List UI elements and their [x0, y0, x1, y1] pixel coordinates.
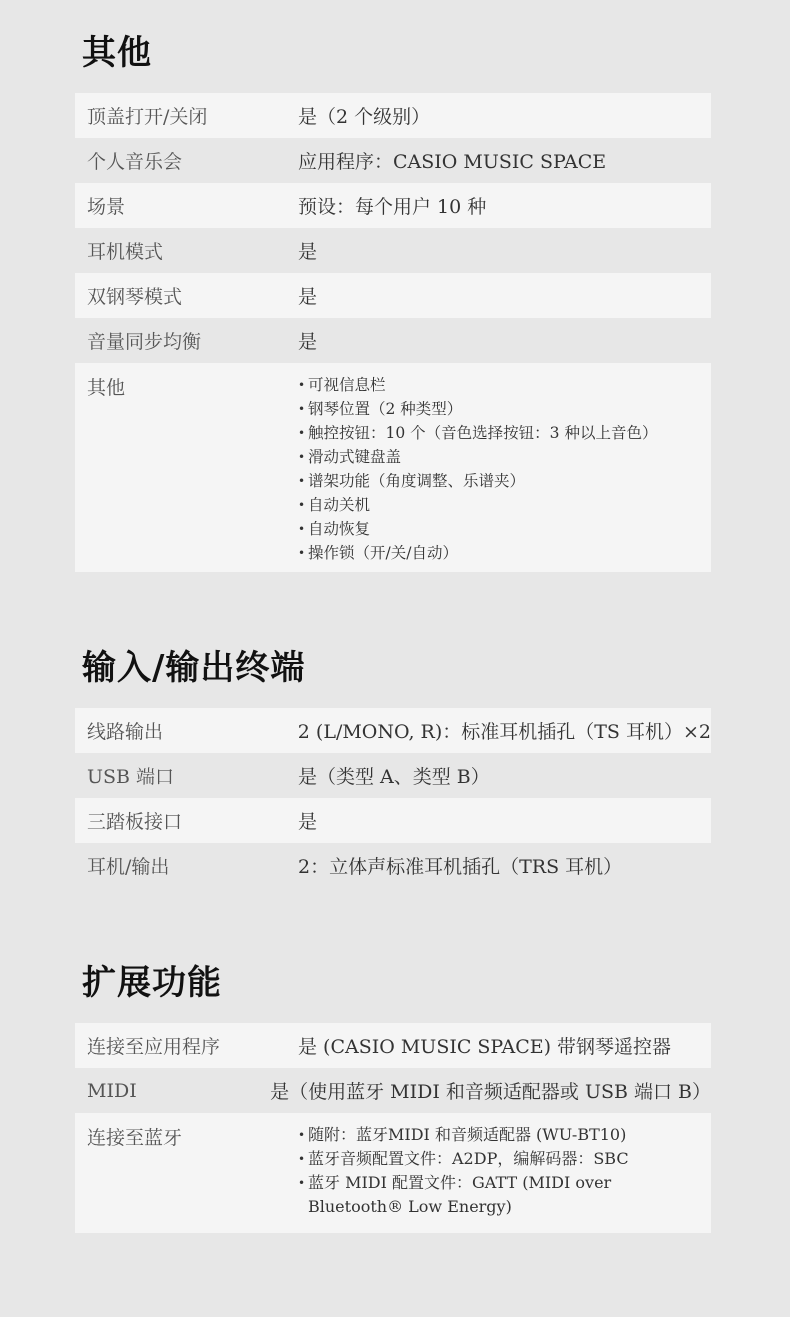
row-value: 是 — [298, 811, 318, 833]
list-item: • 随附：蓝牙MIDI 和音频适配器 (WU-BT10) — [298, 1123, 711, 1147]
row-label: 连接至蓝牙 — [87, 1127, 183, 1149]
list-item: • 自动恢复 — [298, 517, 711, 541]
spec-table-io — [75, 708, 711, 888]
row-value — [298, 363, 711, 577]
list-item: • 滑动式键盘盖 — [298, 445, 711, 469]
row-value: 是 — [298, 331, 318, 353]
table-row — [75, 1068, 711, 1113]
spec-table-expansion — [75, 1023, 711, 1233]
row-label: 个人音乐会 — [87, 151, 183, 173]
row-label: 耳机模式 — [87, 241, 164, 263]
list-item: • 操作锁（开/关/自动） — [298, 541, 711, 565]
table-row — [75, 363, 711, 572]
row-label: 线路输出 — [87, 721, 164, 743]
row-value: 是 — [298, 286, 318, 308]
list-item: • 自动关机 — [298, 493, 711, 517]
row-label: 其他 — [87, 377, 126, 399]
section-title-io: 输入/输出终端 — [82, 648, 306, 688]
table-row — [75, 183, 711, 228]
row-value: 2 (L/MONO, R)：标准耳机插孔（TS 耳机）×2 — [297, 721, 711, 743]
row-value: 是 — [298, 241, 318, 263]
row-value: 预设：每个用户 10 种 — [298, 196, 487, 218]
row-value: 应用程序：CASIO MUSIC SPACE — [298, 151, 607, 173]
row-value: 是（2 个级别） — [298, 106, 431, 128]
row-label: 场景 — [87, 196, 126, 218]
row-value: 2：立体声标准耳机插孔（TRS 耳机） — [298, 856, 623, 878]
table-row — [75, 273, 711, 318]
bullet-list — [298, 373, 711, 565]
row-value: 是 (CASIO MUSIC SPACE) 带钢琴遥控器 — [298, 1036, 672, 1058]
list-item: • 钢琴位置（2 种类型） — [298, 397, 711, 421]
row-label: 音量同步均衡 — [87, 331, 202, 353]
table-row — [75, 228, 711, 273]
row-label: USB 端口 — [87, 766, 175, 788]
section-title-expansion: 扩展功能 — [82, 963, 222, 1003]
row-label: 耳机/输出 — [87, 856, 170, 878]
list-item: • 蓝牙音频配置文件：A2DP，编解码器：SBC — [298, 1147, 711, 1171]
list-item: • 蓝牙 MIDI 配置文件：GATT (MIDI over Bluetooth® Low Energy) — [298, 1171, 698, 1219]
table-row — [75, 708, 711, 753]
row-label: 双钢琴模式 — [87, 286, 183, 308]
table-row — [75, 753, 711, 798]
table-row — [75, 1113, 711, 1233]
table-row — [75, 1023, 711, 1068]
list-item: • 谱架功能（角度调整、乐谱夹） — [298, 469, 711, 493]
row-label: 连接至应用程序 — [87, 1036, 221, 1058]
row-label: MIDI — [87, 1079, 137, 1102]
bullet-list — [298, 1123, 711, 1219]
row-label: 顶盖打开/关闭 — [87, 106, 208, 128]
row-value — [298, 1113, 711, 1231]
table-row — [75, 843, 711, 888]
list-item: • 可视信息栏 — [298, 373, 711, 397]
spec-table-other — [75, 93, 711, 572]
table-row — [75, 798, 711, 843]
table-row — [75, 93, 711, 138]
row-value: 是（使用蓝牙 MIDI 和音频适配器或 USB 端口 B） — [270, 1081, 711, 1103]
table-row — [75, 318, 711, 363]
table-row — [75, 138, 711, 183]
section-title-other: 其他 — [82, 33, 152, 73]
row-value: 是（类型 A、类型 B） — [298, 766, 490, 788]
list-item: • 触控按钮：10 个（音色选择按钮：3 种以上音色） — [298, 421, 711, 445]
row-label: 三踏板接口 — [87, 811, 183, 833]
